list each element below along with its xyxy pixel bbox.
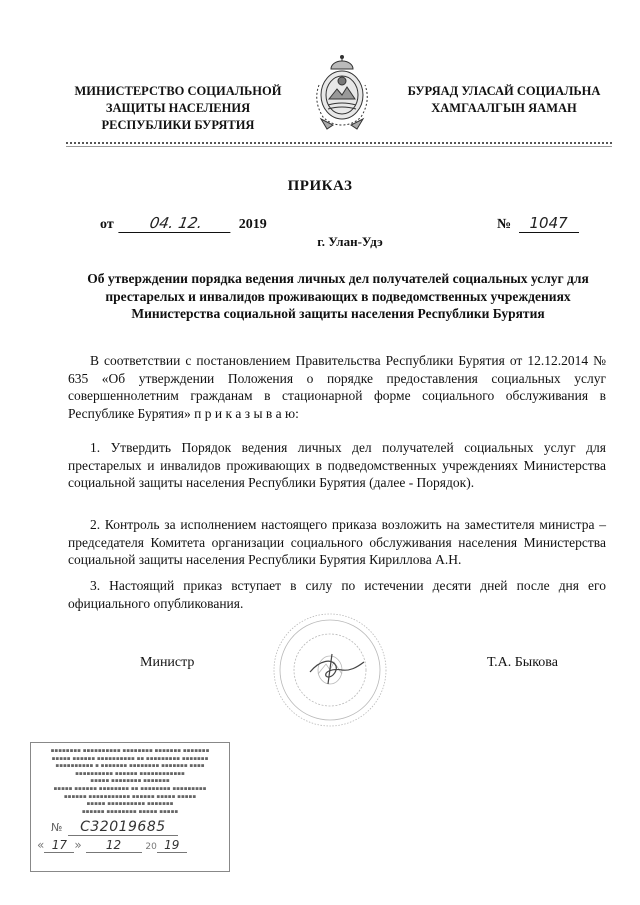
handwritten-number: 1047 bbox=[519, 214, 579, 233]
date-year: 2019 bbox=[238, 217, 267, 232]
preamble-text: В соответствии с постановлением Правительства Республики Бурятия от 12.12.2014 № 635 «Об утверждении Положения о порядке предоставления социальных услуг совершеннолетним гражданам в стационарной форме социального обслуживания в Республике Бурятия» п р и к а з ы в а ю: bbox=[68, 353, 606, 421]
header-left-line: ЗАЩИТЫ НАСЕЛЕНИЯ bbox=[105, 101, 251, 115]
number-line bbox=[497, 214, 579, 233]
stamp-lettering: ▪▪▪▪▪ ▪▪▪▪▪▪▪▪ ▪▪▪▪▪▪▪ bbox=[90, 778, 170, 785]
document-title: Об утверждении порядка ведения личных дел получателей социальных услуг для престарелых и инвалидов проживающих в подведомственных учреждениях Министерства социальной защиты населения Республики Бурятия bbox=[87, 271, 589, 321]
coat-of-arms-icon bbox=[307, 55, 377, 131]
clause-text: 3. Настоящий приказ вступает в силу по истечении десяти дней после дня его официального опубликования. bbox=[68, 578, 606, 611]
stamp-lettering: ▪▪▪▪▪▪ ▪▪▪▪▪▪▪▪ ▪▪▪▪▪ ▪▪▪▪▪ bbox=[81, 808, 179, 815]
preamble bbox=[68, 352, 606, 422]
ministry-name-bua bbox=[388, 83, 620, 117]
header-right-line: БУРЯАД УЛАСАЙ СОЦИАЛЬНА bbox=[407, 84, 601, 98]
stamp-lettering: ▪▪▪▪▪▪▪▪▪▪ ▪▪▪▪▪▪ ▪▪▪▪▪▪▪▪▪▪▪▪ bbox=[75, 770, 185, 777]
header-left-line: МИНИСТЕРСТВО СОЦИАЛЬНОЙ bbox=[74, 84, 282, 98]
city: г. Улан-Удэ bbox=[317, 234, 383, 249]
document-type: ПРИКАЗ bbox=[287, 178, 353, 194]
stamp-lettering: ▪▪▪▪▪▪ ▪▪▪▪▪▪▪▪▪▪▪ ▪▪▪▪▪▪ ▪▪▪▪▪ ▪▪▪▪▪ bbox=[63, 793, 197, 800]
number-prefix: № bbox=[497, 217, 512, 232]
stamp-reg-number: № С32019685 bbox=[37, 819, 223, 836]
header-divider-thin bbox=[66, 146, 612, 147]
signer-title: Министр bbox=[140, 655, 195, 670]
stamp-lettering: ▪▪▪▪▪ ▪▪▪▪▪▪ ▪▪▪▪▪▪▪▪ ▪▪ ▪▪▪▪▪▪▪▪ ▪▪▪▪▪▪▪▪▪ bbox=[53, 785, 207, 792]
registration-stamp bbox=[30, 742, 230, 872]
clause-2 bbox=[68, 516, 606, 569]
date-prefix: от bbox=[100, 217, 114, 232]
clause-3 bbox=[68, 577, 606, 612]
stamp-year: 19 bbox=[157, 838, 187, 853]
stamp-month: 12 bbox=[86, 838, 142, 853]
ministry-name-ru bbox=[58, 83, 298, 134]
clause-text: 1. Утвердить Порядок ведения личных дел получателей социальных услуг для престарелых и инвалидов проживающих в подведомственных учреждениях Министерства социальной защиты населения Республики Бурятия (далее - Порядок). bbox=[68, 440, 606, 490]
stamp-lettering: ▪▪▪▪▪▪▪▪ ▪▪▪▪▪▪▪▪▪▪ ▪▪▪▪▪▪▪▪ ▪▪▪▪▪▪▪ ▪▪▪▪▪▪▪ bbox=[50, 748, 210, 754]
stamp-lettering: ▪▪▪▪▪ ▪▪▪▪▪▪ ▪▪▪▪▪▪▪▪▪▪ ▪▪ ▪▪▪▪▪▪▪▪▪ ▪▪▪▪▪▪▪ bbox=[51, 755, 209, 762]
handwritten-date: 04. 12. bbox=[119, 214, 234, 233]
stamp-lettering: ▪▪▪▪▪ ▪▪▪▪▪▪▪▪▪▪ ▪▪▪▪▪▪▪ bbox=[86, 801, 174, 808]
reg-number-value: С32019685 bbox=[68, 819, 178, 836]
header-right-line: ХАМГААЛГЫН ЯАМАН bbox=[431, 101, 577, 115]
signer-name: Т.А. Быкова bbox=[487, 655, 558, 670]
stamp-date: « 17 » 12 20 19 bbox=[37, 838, 223, 853]
clause-1 bbox=[68, 439, 606, 492]
stamp-lettering: ▪▪▪▪▪▪▪▪▪▪ ▪ ▪▪▪▪▪▪▪ ▪▪▪▪▪▪▪▪ ▪▪▪▪▪▪▪ ▪▪▪▪ bbox=[55, 763, 205, 770]
header-divider bbox=[66, 142, 612, 144]
clause-text: 2. Контроль за исполнением настоящего приказа возложить на заместителя министра – председателя Комитета организации социального обслуживания населения Министерства социальной защиты населения Республики Бурятия Кириллова А.Н. bbox=[68, 517, 606, 567]
date-line bbox=[100, 214, 267, 233]
header-left-line: РЕСПУБЛИКИ БУРЯТИЯ bbox=[101, 118, 255, 132]
official-seal-icon bbox=[270, 610, 390, 730]
stamp-day: 17 bbox=[44, 838, 74, 853]
